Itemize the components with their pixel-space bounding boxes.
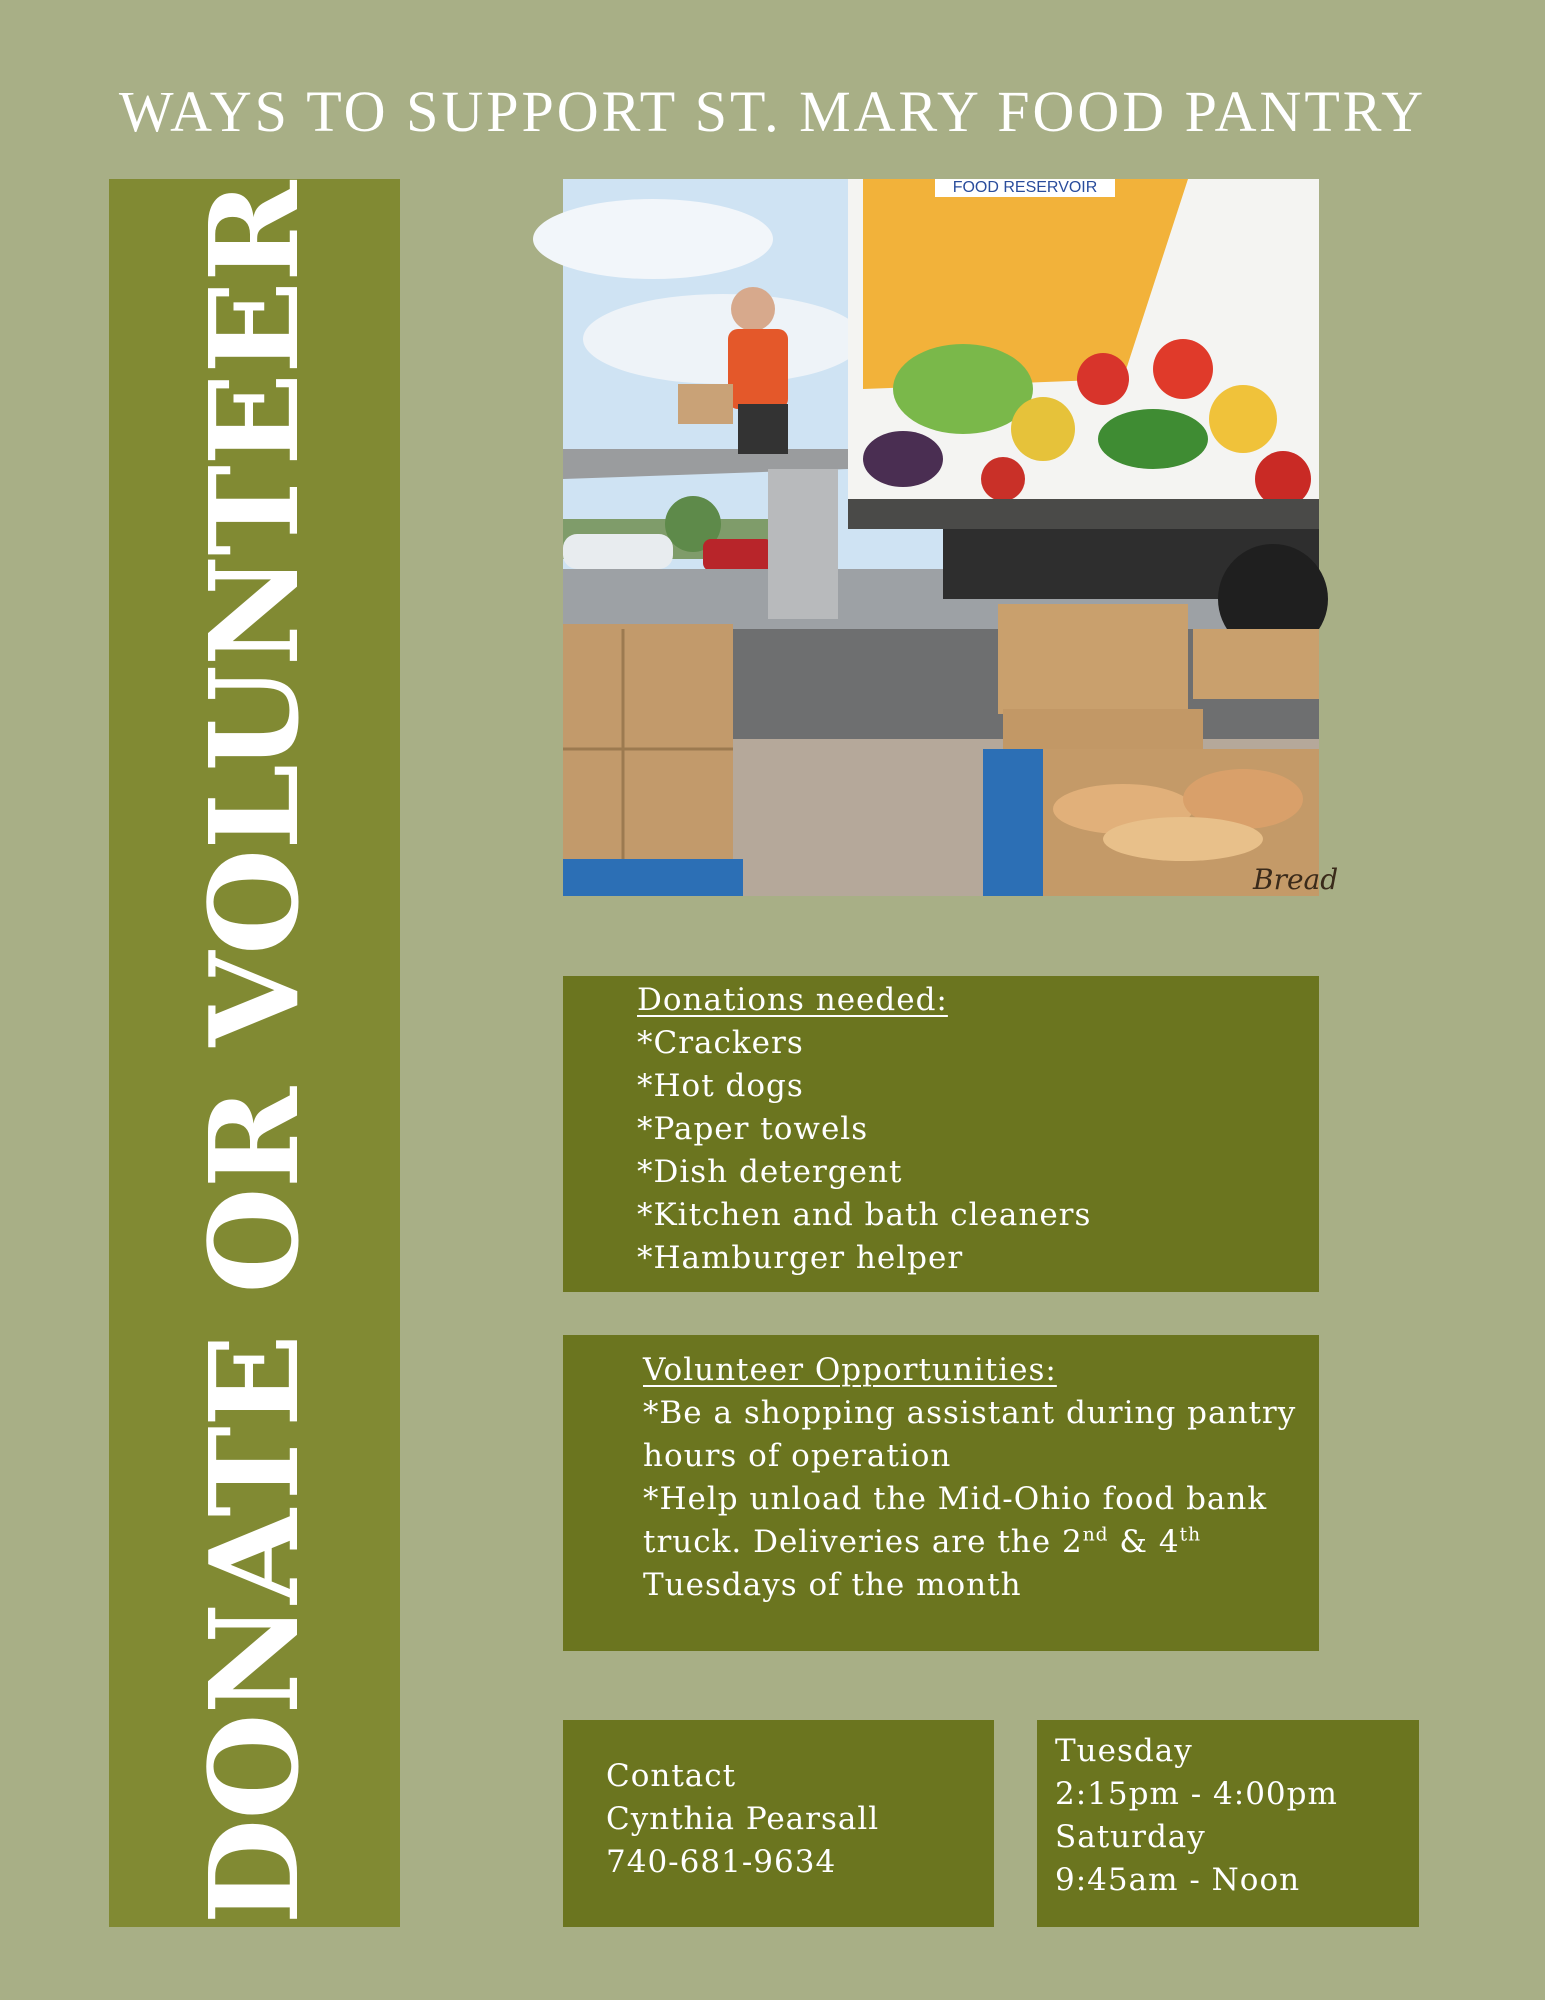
contact-name: Cynthia Pearsall (606, 1801, 880, 1837)
bread-box-label: Bread (1253, 863, 1339, 896)
hours-day: Tuesday (1055, 1733, 1193, 1769)
volunteer-text-line: Tuesdays of the month (643, 1567, 1022, 1603)
volunteer-deliveries-text: truck. Deliveries are the 2 (643, 1524, 1083, 1560)
volunteer-text-line: *Help unload the Mid-Ohio food bank (643, 1481, 1268, 1517)
volunteer-text-line: *Be a shopping assistant during pantry (643, 1395, 1297, 1431)
volunteer-text-line (643, 1521, 1259, 1564)
hours-box (1037, 1720, 1419, 1927)
hours-day: Saturday (1055, 1819, 1206, 1855)
food-truck-photo (563, 179, 1339, 896)
donations-box (563, 976, 1319, 1292)
side-banner-text: DONATE OR VOLUNTEER (182, 181, 326, 1925)
donation-item: *Kitchen and bath cleaners (637, 1197, 1092, 1233)
ordinal-suffix: th (1179, 1524, 1202, 1546)
donation-item: *Dish detergent (637, 1154, 903, 1190)
hours-time: 9:45am - Noon (1055, 1862, 1301, 1898)
donations-heading: Donations needed: (637, 982, 948, 1018)
truck-sign-text: FOOD RESERVOIR (952, 179, 1098, 196)
donation-item: *Hamburger helper (637, 1240, 964, 1276)
volunteer-text-line: hours of operation (643, 1438, 952, 1474)
contact-label: Contact (606, 1758, 737, 1794)
page-title: WAYS TO SUPPORT ST. MARY FOOD PANTRY (118, 79, 1427, 144)
contact-phone: 740-681-9634 (606, 1844, 837, 1880)
donation-item: *Paper towels (637, 1111, 869, 1147)
volunteer-deliveries-text: & 4 (1108, 1524, 1180, 1560)
volunteer-box (563, 1335, 1319, 1651)
donation-item: *Crackers (637, 1025, 804, 1061)
volunteer-heading: Volunteer Opportunities: (643, 1352, 1057, 1388)
ordinal-suffix: nd (1082, 1524, 1109, 1546)
hours-time: 2:15pm - 4:00pm (1055, 1776, 1338, 1812)
contact-box (563, 1720, 994, 1927)
side-banner (109, 179, 400, 1927)
donation-item: *Hot dogs (637, 1068, 804, 1104)
